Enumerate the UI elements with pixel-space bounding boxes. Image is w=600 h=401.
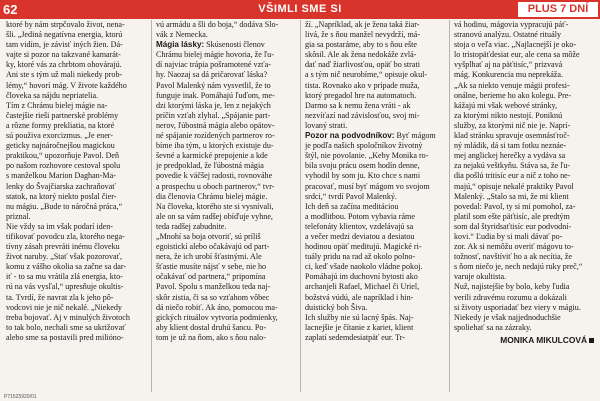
text-line: sú použiva exorcizmus. „Je ener-: [6, 131, 114, 141]
text-line: statok, na ktorý niekto poslal čier-: [6, 191, 117, 201]
text-line: po našom rozhovore cestoval spolu: [6, 161, 121, 171]
text-line: a prospechu u oboch partnerov,“ tvr-: [156, 181, 275, 191]
text-line: a modlitbou. Potom vybavia ráme: [305, 211, 415, 221]
text-line: nerov, ľúbostná mágia alebo opätov-: [156, 120, 275, 130]
text-line: skôr zistia, či sa so vzťahom vôbec: [156, 292, 270, 302]
text-line: livá, že s ňou manžel nevydrží, má-: [305, 30, 421, 40]
text-line: Mágia lásky: Skúsenosti členov: [156, 40, 265, 50]
text-line: „Ak sa niekto venuje mágii profesi-: [454, 80, 570, 90]
text-line: vák z Nemecka.: [156, 30, 208, 40]
text-line: dzi ktorými láska je, len z nejakých: [156, 100, 271, 110]
text-line: nezvíťazí nad závislosťou, svoj mi-: [305, 110, 420, 120]
text-line: ktoré by nám strpčovalo život, nena-: [6, 20, 125, 29]
text-line: archanjeli Rafael, Michael či Uriel,: [305, 282, 420, 292]
text-line: šťastie musíte nájsť v sebe, nie ho: [156, 262, 267, 272]
text-line: tožnosť, navštíviť ho a ak necítia, že: [454, 252, 572, 262]
text-line: dia pošlú tritisíc eur a nič z toho ne-: [454, 171, 571, 181]
article-column-2: [151, 20, 300, 392]
text-line: mej anglickej herečky a vydáva sa: [454, 151, 566, 161]
text-line: tom je už na ňom, ako s ňou nalo-: [156, 332, 266, 342]
text-line: za ktorými nikto nestojí. Poniknú: [454, 110, 563, 120]
text-line: gických rituálov vytvoria podmienky,: [156, 312, 278, 322]
text-line: tista. Rovnako ako v prípade muža,: [305, 80, 420, 90]
subheading: Pozor na podvodníkov:: [305, 131, 395, 141]
text-line: egoistickí alebo očakávajú od part-: [156, 242, 270, 252]
text-line: nera, že ich urobí šťastnými. Ale: [156, 252, 262, 262]
text-line: geticky najnáročnejšou magickou: [6, 141, 115, 151]
text-line: priznal.: [6, 211, 31, 221]
text-line: príčin vzťah zlyhal. „Spájanie part-: [156, 110, 271, 120]
page-header: [0, 0, 600, 19]
text-line: telefonáty klientov, vzdelávajú sa: [305, 221, 414, 231]
text-line: vajte si pozor na takzvané kamarát-: [6, 50, 121, 60]
text-line: funguje inak. Pomáhajú ľuďom, me-: [156, 90, 275, 100]
text-line: Chrámu bielej mágie hovoria, že ľu-: [156, 50, 274, 60]
text-line: šli. „Jediná negatívna energia, ktorú: [6, 30, 123, 40]
text-line: a s tým nič neurobíme,“ opisuje okul-: [305, 70, 428, 80]
text-line: a večer medzi deviatou a desiatou: [305, 231, 415, 241]
text-line: spoliehať sa na zázraky.: [454, 322, 532, 332]
text-line: Pozor na podvodníkov: Byť mágom: [305, 131, 436, 141]
text-line: si životy usporiadať bez viery v mágiu.: [454, 302, 581, 312]
text-line: aby klient dostal druhú šancu. Po-: [156, 322, 267, 332]
text-line: je predpoklad, že ľúbostná mágia: [156, 161, 264, 171]
text-line: dať naď žiarlivosťou, opäť bo strati: [305, 60, 420, 70]
text-line: človeka sa nájdu nepriatelia.: [6, 90, 99, 100]
author-name: MONIKA MIKULCOVÁ: [454, 335, 594, 345]
text-line: ží. „Napríklad, ak je žena taká žiar-: [305, 20, 420, 29]
article-body: [2, 20, 598, 392]
text-line: skôsil. Ale ak žena nedokáže zvlá-: [305, 50, 417, 60]
text-line: Pavol Malenký nám vysvetlil, že to: [156, 80, 271, 90]
text-line: lenky do Švajčiarska zachraňovať: [6, 181, 116, 191]
text-line: zor. Ak si nemôžu overiť mágovu to-: [454, 242, 574, 252]
print-code: P71525920/01: [4, 394, 37, 400]
text-line: ševné a karmické prepojenie a kde: [156, 151, 268, 161]
text-line: vá hodinu, mágovia vypracujú páť-: [454, 20, 569, 29]
text-line: treba bojovať. Aj v minulých životoch: [6, 312, 130, 322]
text-line: povedal: Pavol, ty si mi pomohol, za-: [454, 201, 576, 211]
text-line: vyšplhať aj na päťtisíc,“ prizvavá: [454, 60, 563, 70]
text-line: Tím z Chrámu bielej mágie na-: [6, 100, 108, 110]
text-line: tuály pridu na rad až okolo polno-: [305, 252, 416, 262]
text-line: Pavol. Spolu s manželkou teda naj-: [156, 282, 271, 292]
text-line: tam vidím, je závisť iných žien. Dá-: [6, 40, 123, 50]
text-line: ný mládik, dá si tam fotku neznáe-: [454, 141, 567, 151]
text-line: alebo sme sa postavili pred milióno-: [6, 332, 124, 342]
text-line: stoja o veľa viac. „Najlacnejší je oko-: [454, 40, 577, 50]
text-line: dá niečo robiť. Ak áno, pomocou ma-: [156, 302, 278, 312]
text-line: Ani ste s tým už mali niekedy prob-: [6, 70, 123, 80]
text-line: srdci,“ tvrdí Pavol Malenký.: [305, 191, 397, 201]
text-line: tifikovať povodcu zla, ktorého nega-: [6, 231, 125, 241]
text-line: vyhodil by som ju. Kto chce s nami: [305, 171, 421, 181]
text-line: dia členovia Chrámu bielej mágie.: [156, 191, 268, 201]
text-line: je podľa našich spoločníkov životný: [305, 141, 423, 151]
text-line: to tak bolo, nechali sme sa ukrižovať: [6, 322, 126, 332]
text-line: častejšie rieši partnerské problémy: [6, 110, 119, 120]
text-line: onálne, berieme ho ako kolegu. Pre-: [454, 90, 572, 100]
text-line: rú na vás vysľal,“ upresňuje okultis-: [6, 282, 124, 292]
text-line: vodcovi nie je nič nekalé. „Niekedy: [6, 302, 122, 312]
text-line: kovi.“ Ľudia by si mali dávať po-: [454, 231, 563, 241]
text-line: komu z vášho okolia sa začne sa dar-: [6, 262, 127, 272]
text-line: praktikou,“ upozorňuje Pavol. Deň: [6, 151, 120, 161]
text-line: kážajú mi však webové stránky,: [454, 100, 558, 110]
text-line: ta. Tvrdí, že navrat zla k jeho pô-: [6, 292, 114, 302]
text-line: ale on sa vám radšej obíďuje vyhne,: [156, 211, 273, 221]
text-line: povedie k väčšej radosti, rovnováhe: [156, 171, 273, 181]
text-line: dí najviac trápia pošramotené vzťa-: [156, 60, 271, 70]
text-line: teda radšej zabudnite.: [156, 221, 227, 231]
text-line: s ňom niečo je, nech nedajú ruky preč,“: [454, 262, 583, 272]
text-line: lémy,“ hovorí mág. V živote každého: [6, 80, 127, 90]
article-column-1: [2, 20, 151, 392]
text-line: Nuž, najistejšie by bolo, keby ľudia: [454, 282, 570, 292]
text-line: zaplatí sedemdesiatpäť eur. Tr-: [305, 332, 405, 342]
text-line: duistický boh Šiva.: [305, 302, 368, 312]
text-line: Ich služby nie sú lacný špás. Naj-: [305, 312, 414, 322]
text-line: Na človeka, ktorého ste si vysnívali,: [156, 201, 274, 211]
text-line: Malenký. „Stalo sa mi, že mi klient: [454, 191, 569, 201]
article-column-4: [449, 20, 598, 392]
text-line: lo tristopäťdesiat eur, ale cena sa môže: [454, 50, 580, 60]
page-number: 62: [3, 2, 18, 17]
article-column-3: [300, 20, 449, 392]
subheading: Mágia lásky:: [156, 40, 205, 50]
text-line: božstvá vúdú, ale napríklad i hin-: [305, 292, 414, 302]
section-title: VŠIMLI SME SI: [258, 3, 342, 15]
text-line: majú,“ opisuje nekalé praktiky Pavol: [454, 181, 574, 191]
text-line: Darmo sa k nemu žena vráti - ak: [305, 100, 411, 110]
text-line: pracovať, musí byť mágom vo svojom: [305, 181, 430, 191]
text-line: očakávať od partnera,“ pripomína: [156, 272, 266, 282]
text-line: verili zdravému rozumu a dokázali: [454, 292, 567, 302]
end-mark-icon: [589, 338, 594, 343]
text-line: hy. Naozaj sa dá pričarovať láska?: [156, 70, 268, 80]
text-line: ci, keď všade naokolo vládne pokoj.: [305, 262, 423, 272]
text-line: štýl, nie povolanie. „Keby Monika ro-: [305, 151, 429, 161]
text-line: s manželkou Marion Daghan-Ma-: [6, 171, 116, 181]
text-line: gia sa postaráme, aby to s ňou ešte: [305, 40, 417, 50]
text-line: a rôzne formy prekliatia, na ktoré: [6, 120, 115, 130]
text-line: bila svoju prácu osem hodín denne,: [305, 161, 420, 171]
text-line: klad stránku spravuje osemnásťroč-: [454, 131, 570, 141]
text-line: ky, ktoré vás za chrbtom ohovárajú.: [6, 60, 122, 70]
text-line: Ich deň sa začína meditáciou: [305, 201, 399, 211]
text-line: Niekedy je však najjednoduchšie: [454, 312, 561, 322]
text-line: varuje okultista.: [454, 272, 507, 282]
text-line: stranovú analýzu. Ostatné rituály: [454, 30, 561, 40]
text-line: lovaný strati.: [305, 120, 348, 130]
text-line: za nejakú veštkyňu. Stáva sa, že ľu-: [454, 161, 571, 171]
text-line: bíme iba tým, u ktorých existuje du-: [156, 141, 274, 151]
text-line: né spájanie rozídených partnerov ro-: [156, 131, 275, 141]
text-line: iť - to sa mu vrátila zlá energia, kto-: [6, 272, 123, 282]
text-line: platil som ešte päťtisíc, ale predtým: [454, 211, 570, 221]
text-line: ktorý pregadol hre na automatoch.: [305, 90, 417, 100]
text-line: služby, za ktorými nič nie je. Naprí-: [454, 120, 571, 130]
text-line: lacnejšie je čítanie z kariet, klient: [305, 322, 414, 332]
text-line: život naruby. „Stať však pozorovať,: [6, 252, 123, 262]
text-line: hodinou opäť meditujú. Magické ri-: [305, 242, 422, 252]
text-line: nu mágiu. „Bude to náročná práca,“: [6, 201, 123, 211]
text-line: mág. Konkurencia mu neprekáža.: [454, 70, 563, 80]
text-line: „Mnohí sa boja otvoriť, sú príliš: [156, 231, 261, 241]
text-line: Pomáhajú im duchovní bytosti ako: [305, 272, 418, 282]
text-line: tívny zásah prevráti inému človeku: [6, 242, 120, 252]
text-line: som dal štyridsaťtisíc eur podvodní-: [454, 221, 572, 231]
magazine-logo: PLUS 7 DNÍ: [516, 0, 600, 19]
text-line: Nie vždy sa im však podarí iden-: [6, 221, 113, 231]
text-line: vú armádu a šli do boja,“ dodáva Slo-: [156, 20, 279, 29]
